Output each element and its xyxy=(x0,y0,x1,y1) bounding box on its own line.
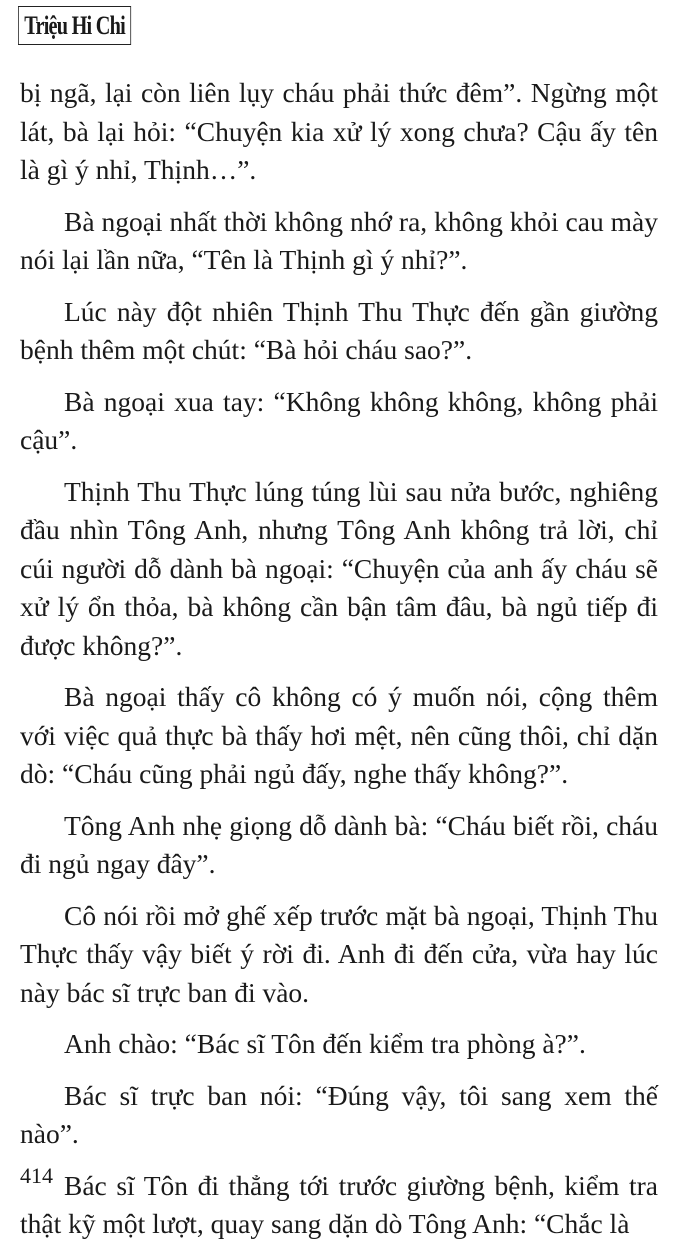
paragraph-5: Thịnh Thu Thực lúng túng lùi sau nửa bước, nghiêng đầu nhìn Tông Anh, nhưng Tông Anh không trả lời, chỉ cúi người dỗ dành bà ngoại: “Chuyện của anh ấy cháu sẽ xử lý ổn thỏa, bà không cần bận tâm đâu, bà ngủ tiếp đi được không?”. xyxy=(20,475,658,661)
running-header: Triệu Hi Chi xyxy=(18,6,131,45)
paragraph-11: Bác sĩ Tôn đi thẳng tới trước giường bệnh, kiểm tra thật kỹ một lượt, quay sang dặn dò Tông Anh: “Chắc là xyxy=(20,1169,658,1239)
paragraph-2: Bà ngoại nhất thời không nhớ ra, không khỏi cau mày nói lại lần nữa, “Tên là Thịnh gì ý nhỉ?”. xyxy=(20,205,658,275)
paragraph-8: Cô nói rồi mở ghế xếp trước mặt bà ngoại, Thịnh Thu Thực thấy vậy biết ý rời đi. Anh đi đến cửa, vừa hay lúc này bác sĩ trực ban đi vào. xyxy=(20,899,658,1008)
paragraph-7: Tông Anh nhẹ giọng dỗ dành bà: “Cháu biết rồi, cháu đi ngủ ngay đây”. xyxy=(20,809,658,879)
page-number: 414 xyxy=(20,1163,53,1188)
body-text xyxy=(20,74,658,1257)
paragraph-6: Bà ngoại thấy cô không có ý muốn nói, cộng thêm với việc quả thực bà thấy hơi mệt, nên cũng thôi, chỉ dặn dò: “Cháu cũng phải ngủ đấy, nghe thấy không?”. xyxy=(20,681,658,789)
paragraph-3: Lúc này đột nhiên Thịnh Thu Thực đến gần giường bệnh thêm một chút: “Bà hỏi cháu sao?”. xyxy=(20,295,658,365)
paragraph-1: bị ngã, lại còn liên lụy cháu phải thức đêm”. Ngừng một lát, bà lại hỏi: “Chuyện kia xử lý xong chưa? Cậu ấy tên là gì ý nhỉ, Thịnh…”. xyxy=(20,77,658,185)
paragraph-9: Anh chào: “Bác sĩ Tôn đến kiểm tra phòng à?”. xyxy=(64,1028,586,1059)
paragraph-10: Bác sĩ trực ban nói: “Đúng vậy, tôi sang xem thế nào”. xyxy=(20,1079,658,1149)
paragraph-4: Bà ngoại xua tay: “Không không không, không phải cậu”. xyxy=(20,385,658,455)
